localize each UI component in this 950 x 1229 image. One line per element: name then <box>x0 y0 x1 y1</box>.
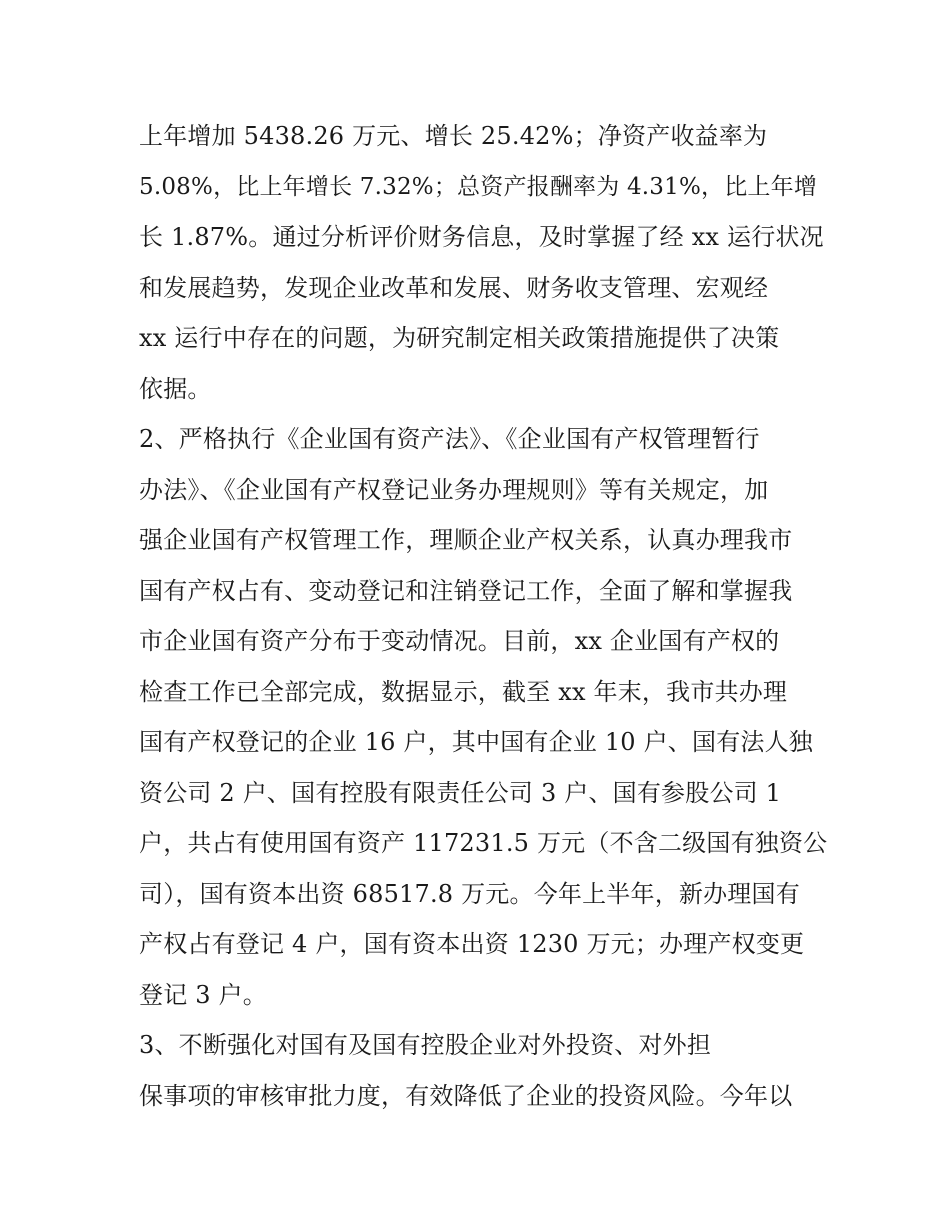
text-line: 强企业国有产权管理工作，理顺企业产权关系，认真办理我市 <box>139 526 793 554</box>
text-line: 市企业国有资产分布于变动情况。目前，xx 企业国有产权的 <box>139 627 780 655</box>
text-line: 5.08%，比上年增长 7.32%；总资产报酬率为 4.31%，比上年增 <box>139 173 818 200</box>
text-line: 2、严格执行《企业国有资产法》、《企业国有产权管理暂行 <box>139 425 760 453</box>
text-line: 长 1.87%。通过分析评价财务信息，及时掌握了经 xx 运行状况 <box>139 223 824 251</box>
text-line: 保事项的审核审批力度，有效降低了企业的投资风险。今年以 <box>139 1081 793 1110</box>
document-body <box>139 111 828 1121</box>
text-line: 司），国有资本出资 68517.8 万元。今年上半年，新办理国有 <box>139 879 800 908</box>
text-line: 和发展趋势，发现企业改革和发展、财务收支管理、宏观经 <box>139 273 769 302</box>
text-line: xx 运行中存在的问题，为研究制定相关政策措施提供了决策 <box>139 324 780 352</box>
text-line: 登记 3 户。 <box>139 980 267 1009</box>
text-line: 办法》、《企业国有产权登记业务办理规则》等有关规定，加 <box>139 475 769 504</box>
text-line: 国有产权登记的企业 16 户，其中国有企业 10 户、国有法人独 <box>139 728 813 756</box>
text-line: 检查工作已全部完成，数据显示，截至 xx 年末，我市共办理 <box>139 677 788 706</box>
text-line: 产权占有登记 4 户，国有资本出资 1230 万元；办理产权变更 <box>139 930 805 958</box>
text-line: 依据。 <box>139 374 212 403</box>
text-line: 资公司 2 户、国有控股有限责任公司 3 户、国有参股公司 1 <box>139 778 782 807</box>
text-line: 国有产权占有、变动登记和注销登记工作，全面了解和掌握我 <box>139 576 793 605</box>
text-line: 上年增加 5438.26 万元、增长 25.42%；净资产收益率为 <box>139 122 768 150</box>
text-line: 户，共占有使用国有资产 117231.5 万元（不含二级国有独资公 <box>139 829 828 857</box>
text-line: 3、不断强化对国有及国有控股企业对外投资、对外担 <box>139 1031 712 1059</box>
